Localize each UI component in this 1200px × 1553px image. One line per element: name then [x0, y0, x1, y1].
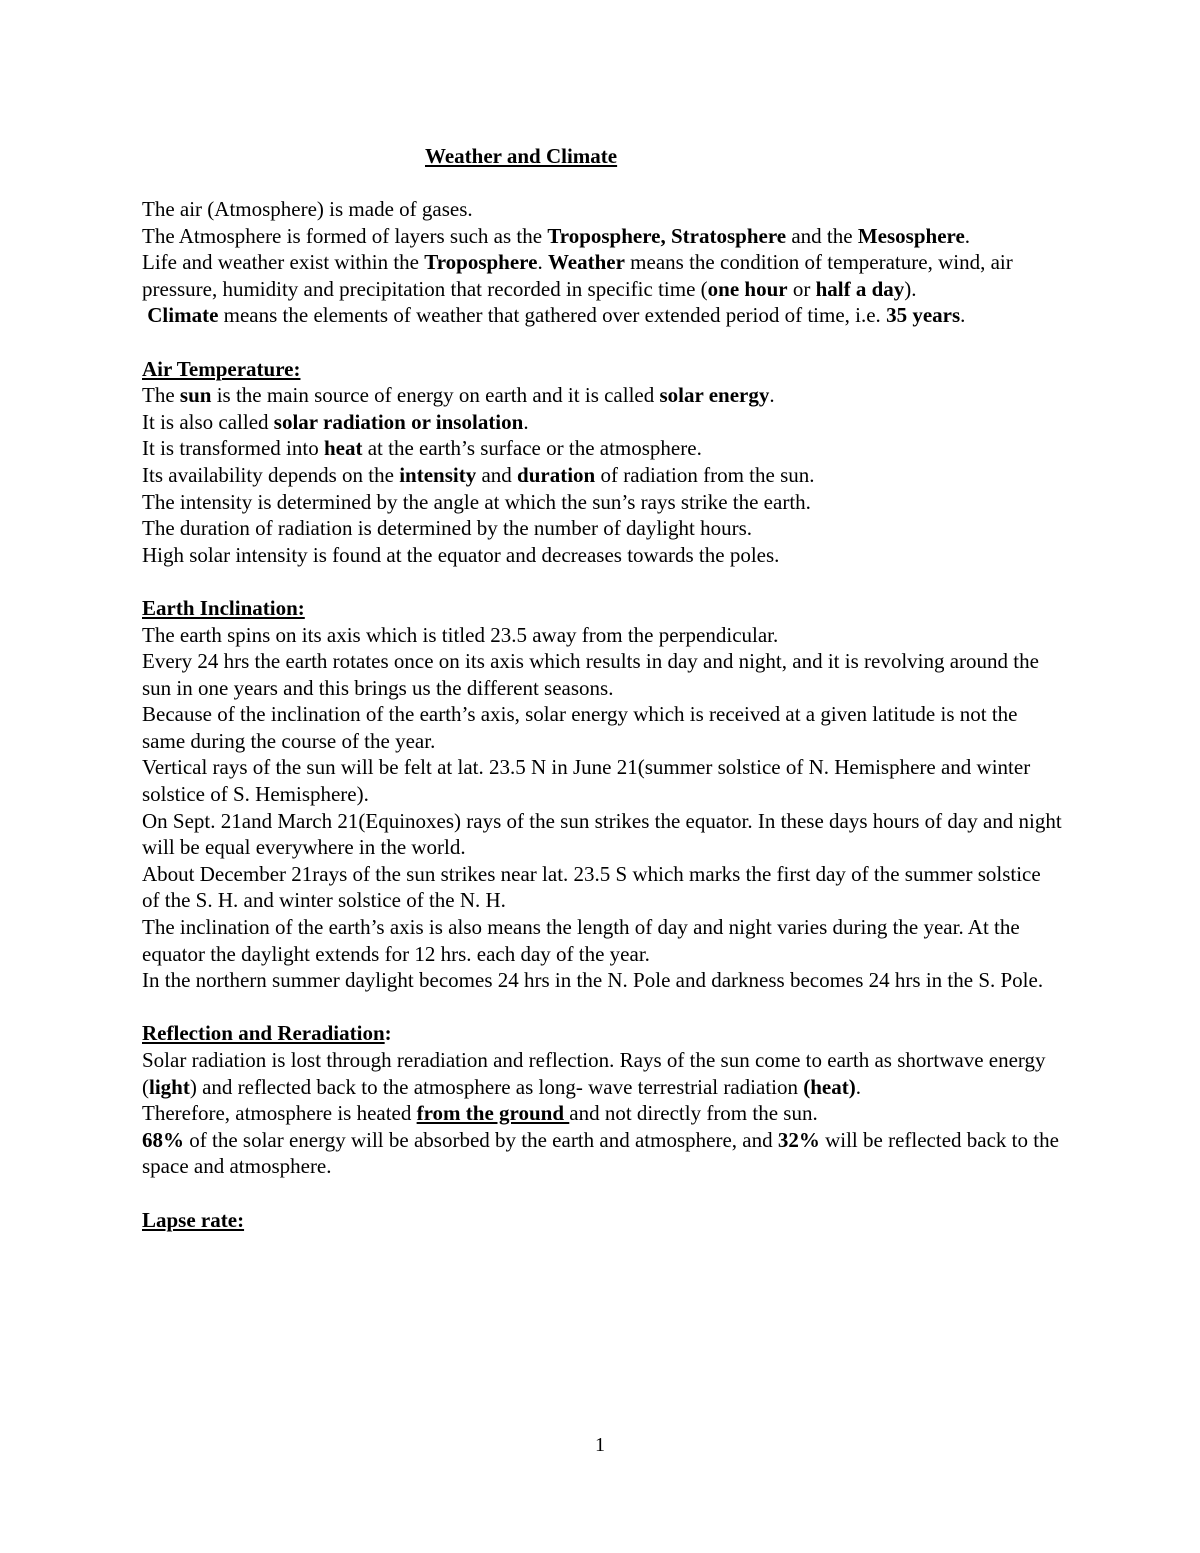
section-heading-reflection: Reflection and Reradiation:: [142, 1021, 392, 1046]
paragraph: The sun is the main source of energy on earth and it is called solar energy.: [142, 383, 775, 408]
paragraph: Solar radiation is lost through reradiation and reflection. Rays of the sun come to earth as shortwave energy (light) and reflected back to the atmosphere as long- wave terrestrial radiation (heat).: [142, 1048, 1046, 1099]
page-number: 1: [595, 1434, 605, 1456]
section-heading-air-temperature: Air Temperature:: [142, 356, 301, 381]
spacer: [142, 568, 1062, 595]
bold-term: duration: [517, 462, 596, 487]
paragraph: Because of the inclination of the earth’s axis, solar energy which is received at a given latitude is not the same during the course of the year.: [142, 702, 1018, 753]
intro-paragraph: Life and weather exist within the Troposphere. Weather means the condition of temperature, wind, air pressure, humidity and precipitation that recorded in specific time (one hour or half a day).: [142, 250, 1013, 301]
document-body: [142, 196, 1062, 1233]
paragraph: Every 24 hrs the earth rotates once on its axis which results in day and night, and it is revolving around the sun in one years and this brings us the different seasons.: [142, 649, 1039, 700]
bold-term: heat: [323, 436, 363, 461]
spacer: [142, 994, 1062, 1021]
paragraph: 68% of the solar energy will be absorbed by the earth and atmosphere, and 32% will be reflected back to the space and atmosphere.: [142, 1127, 1059, 1179]
bold-term: Troposphere, Stratosphere: [547, 223, 787, 248]
bold-term: Climate: [147, 303, 219, 328]
document-title: Weather and Climate: [425, 144, 618, 168]
paragraph: It is also called solar radiation or insolation.: [142, 409, 529, 434]
bold-term: (heat): [803, 1074, 856, 1099]
bold-term: half a day: [815, 276, 905, 301]
paragraph: The earth spins on its axis which is titled 23.5 away from the perpendicular.: [142, 622, 779, 647]
bold-term: 68%: [142, 1127, 184, 1152]
section-heading-lapse-rate: Lapse rate:: [142, 1207, 245, 1232]
spacer: [142, 1180, 1062, 1207]
bold-term: Weather: [547, 250, 625, 275]
bold-term: one hour: [707, 276, 788, 301]
paragraph: About December 21rays of the sun strikes near lat. 23.5 S which marks the first day of the summer solstice of the S. H. and winter solstice of the N. H.: [142, 861, 1041, 913]
bold-underlined-term: from the ground: [416, 1101, 570, 1126]
paragraph: The intensity is determined by the angle at which the sun’s rays strike the earth.: [142, 489, 811, 514]
bold-term: or: [405, 409, 436, 434]
paragraph: Therefore, atmosphere is heated from the ground and not directly from the sun.: [142, 1101, 818, 1126]
paragraph: High solar intensity is found at the equator and decreases towards the poles.: [142, 542, 780, 567]
bold-term: Troposphere: [424, 250, 538, 275]
bold-term: Mesosphere: [857, 223, 965, 248]
intro-paragraph: Climate means the elements of weather that gathered over extended period of time, i.e. 35 years.: [147, 303, 966, 328]
paragraph: It is transformed into heat at the earth’s surface or the atmosphere.: [142, 436, 702, 461]
intro-paragraph: The Atmosphere is formed of layers such as the Troposphere, Stratosphere and the Mesosphere.: [142, 223, 971, 248]
paragraph: Vertical rays of the sun will be felt at lat. 23.5 N in June 21(summer solstice of N. Hemisphere and winter solstice of S. Hemisphere).: [142, 755, 1031, 807]
paragraph: On Sept. 21and March 21(Equinoxes) rays of the sun strikes the equator. In these days hours of day and night will be equal everywhere in the world.: [142, 808, 1062, 860]
bold-term: insolation: [435, 409, 524, 434]
paragraph: Its availability depends on the intensity and duration of radiation from the sun.: [142, 462, 815, 487]
paragraph: The duration of radiation is determined by the number of daylight hours.: [142, 516, 753, 541]
bold-term: sun: [179, 383, 212, 408]
intro-paragraph: The air (Atmosphere) is made of gases.: [142, 197, 473, 221]
bold-term: intensity: [399, 462, 477, 487]
spacer: [142, 329, 1062, 356]
paragraph: The inclination of the earth’s axis is also means the length of day and night varies during the year. At the equator the daylight extends for 12 hrs. each day of the year.: [142, 915, 1020, 966]
bold-term: solar energy: [659, 383, 770, 408]
bold-term: solar radiation: [273, 409, 406, 434]
bold-term: 32%: [777, 1127, 820, 1152]
bold-term: light: [149, 1074, 190, 1099]
section-heading-earth-inclination: Earth Inclination:: [142, 595, 305, 620]
bold-term: 35 years: [886, 303, 961, 328]
paragraph: In the northern summer daylight becomes 24 hrs in the N. Pole and darkness becomes 24 hrs in the S. Pole.: [142, 968, 1044, 993]
